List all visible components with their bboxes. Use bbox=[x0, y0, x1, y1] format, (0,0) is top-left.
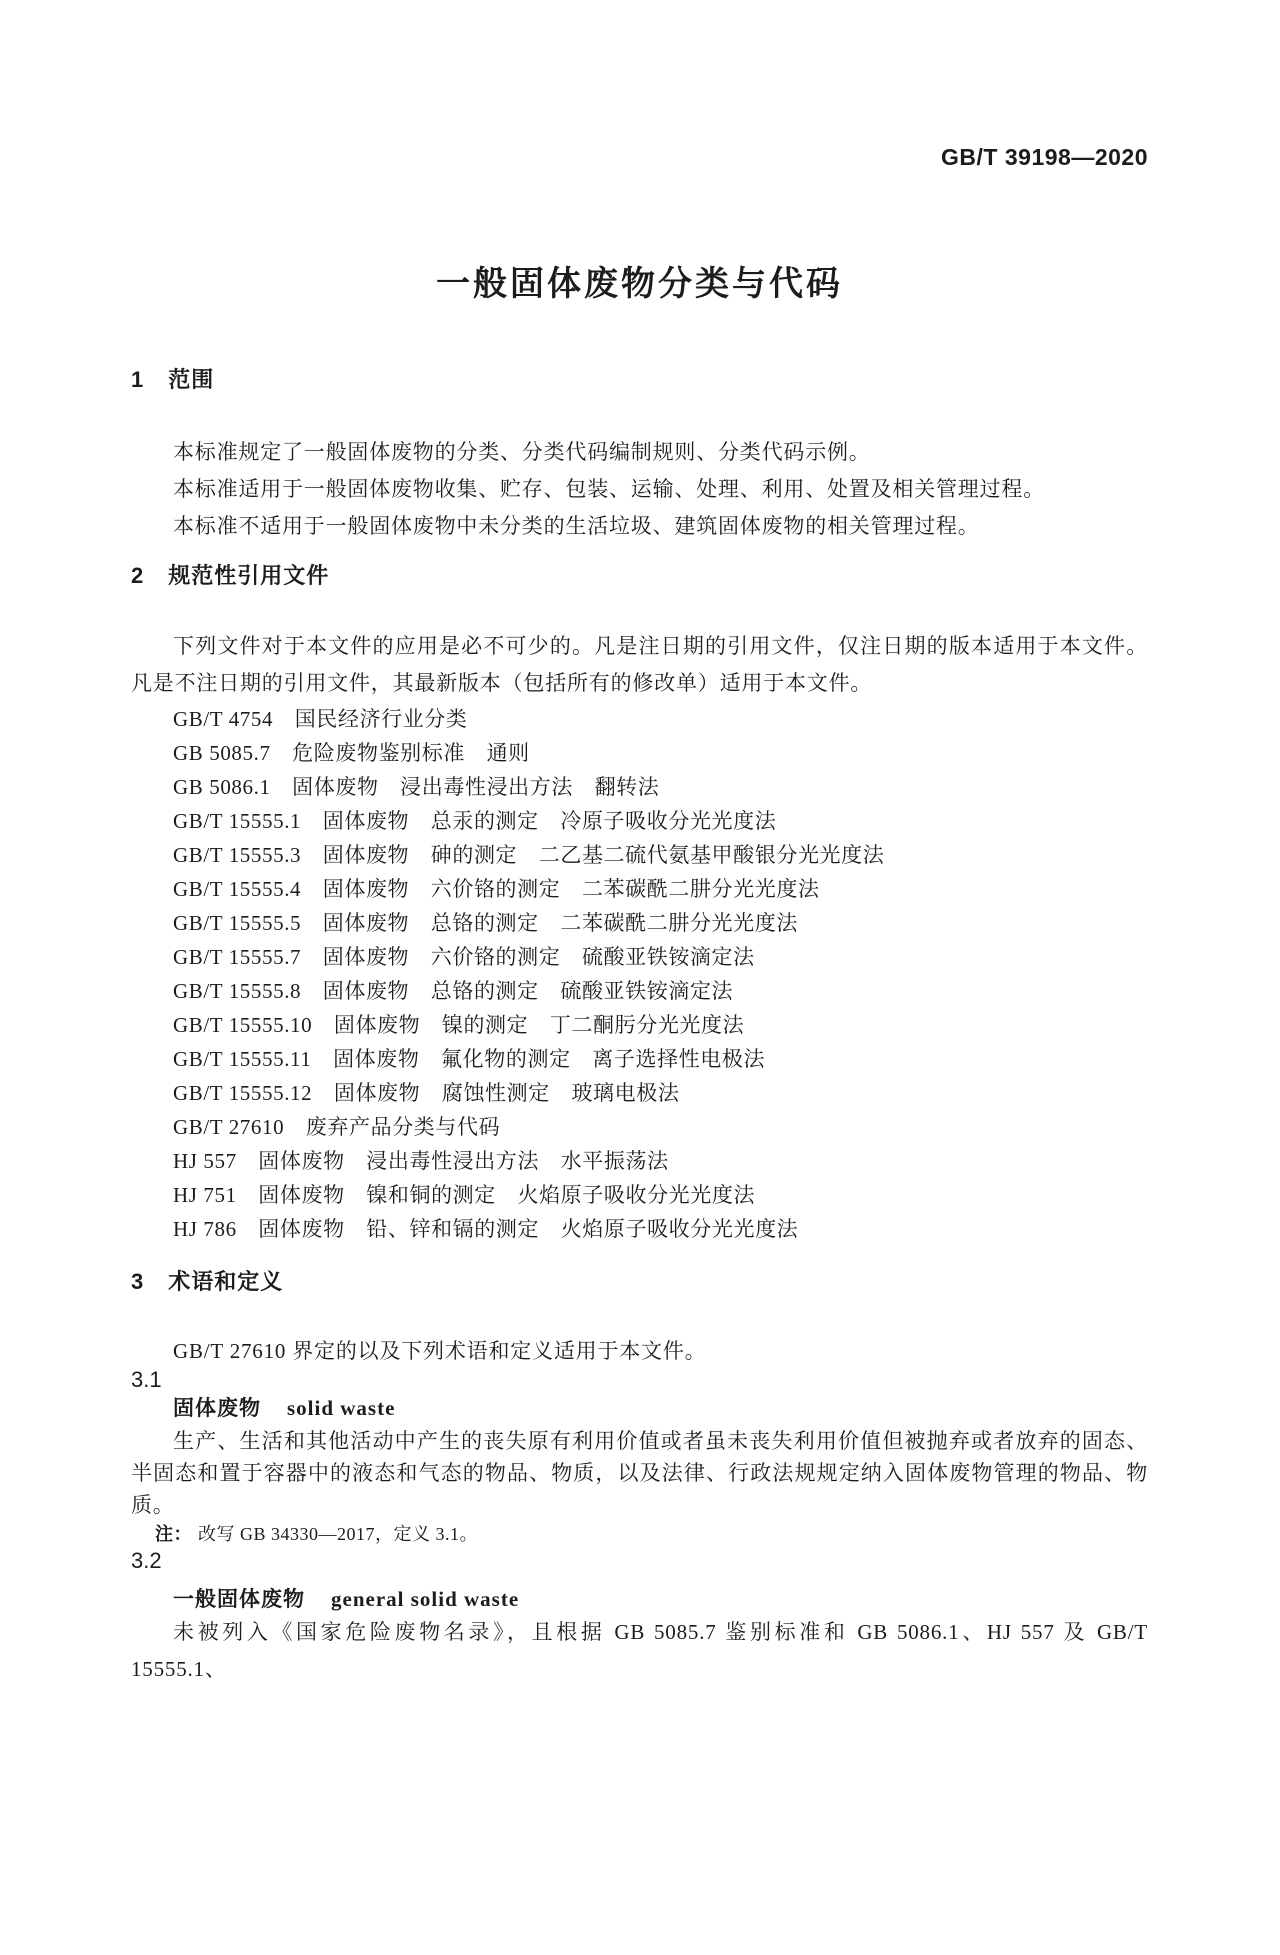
section-label: 术语和定义 bbox=[168, 1269, 284, 1294]
term-number: 3.1 bbox=[131, 1367, 162, 1392]
section-heading-scope bbox=[131, 366, 1148, 394]
term-zh: 固体废物 bbox=[173, 1397, 261, 1420]
paragraph: 本标准规定了一般固体废物的分类、分类代码编制规则、分类代码示例。 bbox=[173, 440, 871, 464]
section-label: 范围 bbox=[168, 367, 215, 392]
reference-item: GB/T 15555.8 固体废物 总铬的测定 硫酸亚铁铵滴定法 bbox=[173, 979, 734, 1003]
term-en: solid waste bbox=[287, 1396, 396, 1420]
reference-item: GB/T 15555.3 固体废物 砷的测定 二乙基二硫代氨基甲酸银分光光度法 bbox=[173, 843, 885, 867]
note-label: 注： bbox=[155, 1524, 192, 1544]
section-number: 3 bbox=[131, 1269, 145, 1294]
term-note bbox=[131, 1521, 1148, 1547]
reference-item: GB/T 15555.1 固体废物 总汞的测定 冷原子吸收分光光度法 bbox=[173, 809, 777, 833]
reference-item: GB/T 4754 国民经济行业分类 bbox=[173, 707, 468, 731]
paragraph: 本标准适用于一般固体废物收集、贮存、包装、运输、处理、利用、处置及相关管理过程。 bbox=[173, 477, 1045, 501]
reference-list bbox=[131, 702, 1148, 1246]
term-zh: 一般固体废物 bbox=[173, 1588, 305, 1611]
scope-paragraphs bbox=[131, 434, 1148, 545]
document-title: 一般固体废物分类与代码 bbox=[436, 265, 843, 303]
term-definition: 生产、生活和其他活动中产生的丧失原有利用价值或者虽未丧失利用价值但被抛弃或者放弃的固态、半固态和置于容器中的液态和气态的物品、物质，以及法律、行政法规规定纳入固体废物管理的物品、物质。 bbox=[131, 1429, 1148, 1517]
reference-item: GB/T 15555.10 固体废物 镍的测定 丁二酮肟分光光度法 bbox=[173, 1013, 745, 1037]
note-text: 改写 GB 34330—2017，定义 3.1。 bbox=[198, 1524, 479, 1544]
term-title bbox=[131, 1394, 1148, 1423]
reference-item: GB/T 27610 废弃产品分类与代码 bbox=[173, 1115, 501, 1139]
reference-item: GB/T 15555.5 固体废物 总铬的测定 二苯碳酰二肼分光光度法 bbox=[173, 911, 798, 935]
reference-item: GB/T 15555.4 固体废物 六价铬的测定 二苯碳酰二肼分光光度法 bbox=[173, 877, 820, 901]
reference-item: HJ 751 固体废物 镍和铜的测定 火焰原子吸收分光光度法 bbox=[173, 1183, 756, 1207]
term-number: 3.2 bbox=[131, 1548, 162, 1573]
section-label: 规范性引用文件 bbox=[168, 563, 330, 588]
term-en: general solid waste bbox=[331, 1587, 520, 1611]
terms-intro: GB/T 27610 界定的以及下列术语和定义适用于本文件。 bbox=[173, 1339, 707, 1363]
reference-item: GB 5085.7 危险废物鉴别标准 通则 bbox=[173, 741, 530, 765]
reference-item: GB/T 15555.12 固体废物 腐蚀性测定 玻璃电极法 bbox=[173, 1081, 680, 1105]
reference-item: GB 5086.1 固体废物 浸出毒性浸出方法 翻转法 bbox=[173, 775, 660, 799]
references-intro: 下列文件对于本文件的应用是必不可少的。凡是注日期的引用文件，仅注日期的版本适用于本文件。凡是不注日期的引用文件，其最新版本（包括所有的修改单）适用于本文件。 bbox=[131, 634, 1148, 695]
paragraph: 本标准不适用于一般固体废物中未分类的生活垃圾、建筑固体废物的相关管理过程。 bbox=[173, 514, 980, 538]
reference-item: GB/T 15555.11 固体废物 氟化物的测定 离子选择性电极法 bbox=[173, 1047, 766, 1071]
document-page bbox=[0, 145, 1280, 1955]
term-definition: 未被列入《国家危险废物名录》，且根据 GB 5085.7 鉴别标准和 GB 5086.1、HJ 557 及 GB/T 15555.1、 bbox=[131, 1620, 1148, 1681]
section-number: 2 bbox=[131, 563, 145, 588]
reference-item: GB/T 15555.7 固体废物 六价铬的测定 硫酸亚铁铵滴定法 bbox=[173, 945, 755, 969]
standard-code: GB/T 39198—2020 bbox=[941, 144, 1148, 170]
reference-item: HJ 557 固体废物 浸出毒性浸出方法 水平振荡法 bbox=[173, 1149, 669, 1173]
section-heading-terms bbox=[131, 1268, 1148, 1296]
term-title bbox=[131, 1585, 1148, 1614]
reference-item: HJ 786 固体废物 铅、锌和镉的测定 火焰原子吸收分光光度法 bbox=[173, 1217, 799, 1241]
section-heading-references bbox=[131, 562, 1148, 590]
section-number: 1 bbox=[131, 367, 145, 392]
